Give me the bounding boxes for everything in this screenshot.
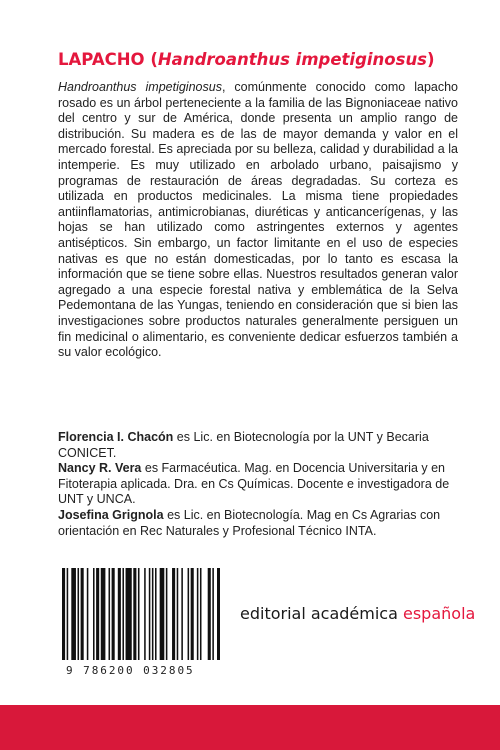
author-name: Josefina Grignola bbox=[58, 507, 164, 522]
barcode-bar bbox=[93, 568, 95, 660]
publisher-logo-text bbox=[240, 604, 475, 623]
barcode-bar bbox=[177, 568, 179, 660]
barcode-bar bbox=[144, 568, 146, 660]
barcode-bar bbox=[208, 568, 211, 660]
barcode-bar bbox=[71, 568, 76, 660]
barcode-bar bbox=[149, 568, 151, 660]
barcode-bar bbox=[188, 568, 190, 660]
barcode-bar bbox=[217, 568, 220, 660]
barcode-bar bbox=[138, 568, 140, 660]
barcode-bar bbox=[212, 568, 214, 660]
barcode-bar bbox=[81, 568, 84, 660]
barcode-bar bbox=[155, 568, 157, 660]
author-bio bbox=[58, 461, 458, 508]
barcode-bar bbox=[197, 568, 199, 660]
barcode-bar bbox=[118, 568, 121, 660]
barcode-bar bbox=[126, 568, 132, 660]
barcode-bar bbox=[152, 568, 154, 660]
author-bio bbox=[58, 430, 458, 461]
barcode-bars bbox=[60, 568, 220, 664]
barcode-digits: 9 786200 032805 bbox=[66, 664, 195, 677]
barcode-bar bbox=[78, 568, 80, 660]
isbn-barcode bbox=[60, 568, 220, 682]
barcode-bar bbox=[87, 568, 89, 660]
author-description: es Lic. en Biotecnología. Mag en Cs Agrarias con orientación en Rec Naturales y Profesional Técnico INTA. bbox=[58, 507, 441, 538]
publisher-name-accent: española bbox=[403, 604, 476, 623]
barcode-bar bbox=[191, 568, 194, 660]
barcode-bar bbox=[181, 568, 183, 660]
barcode-bar bbox=[172, 568, 175, 660]
author-bios bbox=[58, 430, 458, 539]
author-description: es Farmacéutica. Mag. en Docencia Universitaria y en Fitoterapia aplicada. Dra. en Cs Químicas. Docente e investigadora de UNT y UNCA. bbox=[58, 461, 450, 507]
barcode-bar bbox=[112, 568, 115, 660]
title-main: LAPACHO ( bbox=[58, 50, 158, 69]
barcode-bar bbox=[166, 568, 168, 660]
barcode-bar bbox=[200, 568, 202, 660]
abstract-lead-italic: Handroanthus impetiginosus bbox=[58, 80, 222, 94]
author-name: Florencia I. Chacón bbox=[58, 430, 174, 444]
author-name: Nancy R. Vera bbox=[58, 461, 142, 476]
barcode-bar bbox=[96, 568, 99, 660]
title-close: ) bbox=[427, 50, 435, 69]
abstract-body: , comúnmente conocido como lapacho rosado es un árbol perteneciente a la familia de las Bignoniaceae nativo del centro y sur de América, donde presenta un amplio rango de distribución. Su madera es de las de mayor demanda y valor en el mercado forestal. Es apreciada por su belleza, calidad y durabilidad a la intemperie. Es muy utilizado en arbolado urbano, paisajismo y programas de restauración de áreas degradadas. Su corteza es utilizada en productos medicinales. La misma tiene propiedades antiinflamatorias, antimicrobianas, diuréticas y anticancerígenas, y las hojas se han utilizado como astringentes externos y agentes antisépticos. Sin embargo, un factor limitante en el uso de especies nativas es que no están domesticadas, por lo tanto es escasa la información que se tiene sobre ellas. Nuestros resultados generan valor agregado a una especie forestal nativa y emblemática de la Selva Pedemontana de las Yungas, teniendo en consideración que si bien las investigaciones sobre productos naturales generalmente persiguen un fin medicinal o alimentario, es conveniente dedicar esfuerzos también a su valor ecológico. bbox=[58, 80, 459, 360]
abstract-paragraph bbox=[58, 80, 458, 361]
publisher-name: editorial académica bbox=[240, 604, 403, 623]
book-title bbox=[58, 50, 478, 69]
footer-color-band bbox=[0, 705, 500, 750]
author-description: es Lic. en Biotecnología por la UNT y Becaria CONICET. bbox=[58, 430, 429, 460]
barcode-bar bbox=[133, 568, 136, 660]
author-bio bbox=[58, 508, 458, 539]
barcode-bar bbox=[101, 568, 106, 660]
barcode-bar bbox=[160, 568, 165, 660]
title-scientific-name: Handroanthus impetiginosus bbox=[157, 50, 428, 69]
barcode-bar bbox=[122, 568, 124, 660]
barcode-bar bbox=[109, 568, 111, 660]
barcode-bar bbox=[62, 568, 65, 660]
barcode-bar bbox=[67, 568, 69, 660]
